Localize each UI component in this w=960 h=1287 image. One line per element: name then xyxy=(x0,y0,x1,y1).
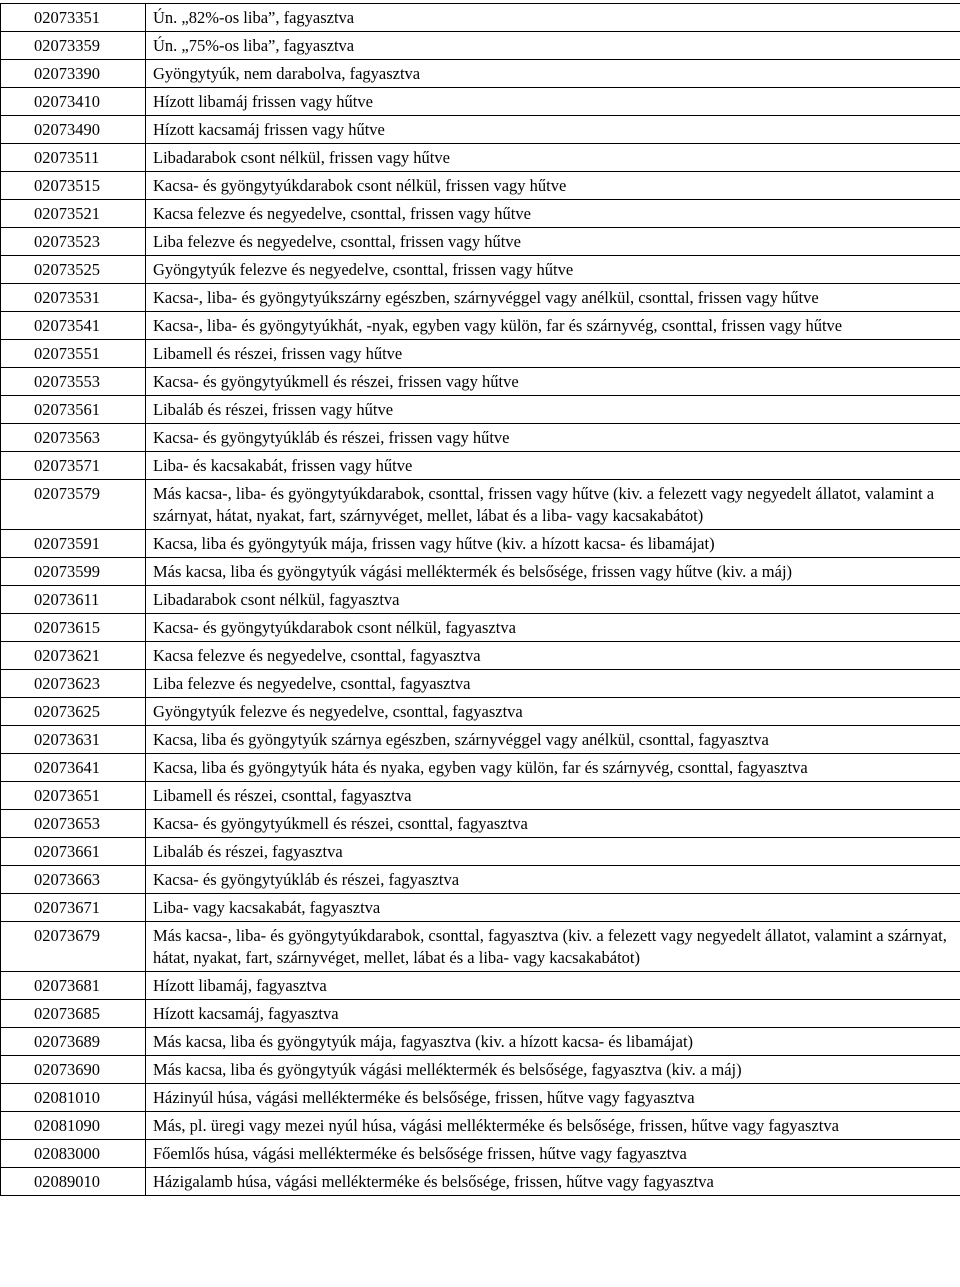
product-code-cell: 02073515 xyxy=(1,172,146,200)
product-description-cell: Más, pl. üregi vagy mezei nyúl húsa, vágási mellékterméke és belsősége, frissen, hűtve vagy fagyasztva xyxy=(146,1112,960,1140)
product-description-cell: Hízott libamáj frissen vagy hűtve xyxy=(146,88,960,116)
product-description-cell: Kacsa, liba és gyöngytyúk háta és nyaka, egyben vagy külön, far és szárnyvég, csonttal, fagyasztva xyxy=(146,754,960,782)
product-code-cell: 02073671 xyxy=(1,894,146,922)
table-row xyxy=(1,972,960,1000)
table-row xyxy=(1,256,960,284)
product-description-cell: Libaláb és részei, fagyasztva xyxy=(146,838,960,866)
product-code-cell: 02073591 xyxy=(1,530,146,558)
product-description-cell: Más kacsa, liba és gyöngytyúk mája, fagyasztva (kiv. a hízott kacsa- és libamájat) xyxy=(146,1028,960,1056)
table-row xyxy=(1,200,960,228)
product-code-cell: 02073690 xyxy=(1,1056,146,1084)
table-row xyxy=(1,782,960,810)
table-row xyxy=(1,60,960,88)
product-code-cell: 02081010 xyxy=(1,1084,146,1112)
product-description-cell: Kacsa-, liba- és gyöngytyúkhát, -nyak, egyben vagy külön, far és szárnyvég, csonttal, frissen vagy hűtve xyxy=(146,312,960,340)
product-description-cell: Liba felezve és negyedelve, csonttal, fagyasztva xyxy=(146,670,960,698)
product-description-cell: Libadarabok csont nélkül, fagyasztva xyxy=(146,586,960,614)
product-code-cell: 02073611 xyxy=(1,586,146,614)
product-code-cell: 02073523 xyxy=(1,228,146,256)
product-code-cell: 02073661 xyxy=(1,838,146,866)
table-row xyxy=(1,1056,960,1084)
product-description-cell: Kacsa- és gyöngytyúkláb és részei, frissen vagy hűtve xyxy=(146,424,960,452)
table-body xyxy=(1,4,960,1196)
product-code-cell: 02073599 xyxy=(1,558,146,586)
table-row xyxy=(1,1140,960,1168)
table-row xyxy=(1,558,960,586)
product-code-cell: 02073359 xyxy=(1,32,146,60)
product-description-cell: Más kacsa-, liba- és gyöngytyúkdarabok, csonttal, frissen vagy hűtve (kiv. a felezett vagy negyedelt állatot, valamint a szárnyat, hátat, nyakat, fart, szárnyvéget, mellet, lábat és a liba- vagy kacsakabátot) xyxy=(146,480,960,530)
table-row xyxy=(1,810,960,838)
product-code-cell: 02073521 xyxy=(1,200,146,228)
product-code-cell: 02073511 xyxy=(1,144,146,172)
product-code-cell: 02073571 xyxy=(1,452,146,480)
table-row xyxy=(1,726,960,754)
product-description-cell: Más kacsa, liba és gyöngytyúk vágási melléktermék és belsősége, frissen vagy hűtve (kiv. a máj) xyxy=(146,558,960,586)
table-row xyxy=(1,530,960,558)
product-description-cell: Kacsa, liba és gyöngytyúk mája, frissen vagy hűtve (kiv. a hízott kacsa- és libamájat) xyxy=(146,530,960,558)
product-description-cell: Főemlős húsa, vágási mellékterméke és belsősége frissen, hűtve vagy fagyasztva xyxy=(146,1140,960,1168)
table-row xyxy=(1,312,960,340)
product-description-cell: Házigalamb húsa, vágási mellékterméke és belsősége, frissen, hűtve vagy fagyasztva xyxy=(146,1168,960,1196)
product-description-cell: Kacsa- és gyöngytyúkdarabok csont nélkül, frissen vagy hűtve xyxy=(146,172,960,200)
product-code-cell: 02073653 xyxy=(1,810,146,838)
table-row xyxy=(1,586,960,614)
product-code-cell: 02073615 xyxy=(1,614,146,642)
product-code-cell: 02073410 xyxy=(1,88,146,116)
table-row xyxy=(1,340,960,368)
table-row xyxy=(1,424,960,452)
table-row xyxy=(1,172,960,200)
product-code-cell: 02073541 xyxy=(1,312,146,340)
table-row xyxy=(1,1028,960,1056)
table-row xyxy=(1,88,960,116)
product-code-cell: 02081090 xyxy=(1,1112,146,1140)
product-code-cell: 02073579 xyxy=(1,480,146,530)
table-row xyxy=(1,228,960,256)
product-description-cell: Más kacsa, liba és gyöngytyúk vágási melléktermék és belsősége, fagyasztva (kiv. a máj) xyxy=(146,1056,960,1084)
product-description-cell: Gyöngytyúk, nem darabolva, fagyasztva xyxy=(146,60,960,88)
table-row xyxy=(1,32,960,60)
product-code-cell: 02073531 xyxy=(1,284,146,312)
product-code-cell: 02073679 xyxy=(1,922,146,972)
product-code-cell: 02073625 xyxy=(1,698,146,726)
product-description-cell: Kacsa- és gyöngytyúkmell és részei, csonttal, fagyasztva xyxy=(146,810,960,838)
product-description-cell: Kacsa-, liba- és gyöngytyúkszárny egészben, szárnyvéggel vagy anélkül, csonttal, frissen vagy hűtve xyxy=(146,284,960,312)
product-code-cell: 02089010 xyxy=(1,1168,146,1196)
product-code-cell: 02073621 xyxy=(1,642,146,670)
product-description-cell: Gyöngytyúk felezve és negyedelve, csonttal, fagyasztva xyxy=(146,698,960,726)
product-description-cell: Kacsa- és gyöngytyúkmell és részei, frissen vagy hűtve xyxy=(146,368,960,396)
product-description-cell: Kacsa- és gyöngytyúkdarabok csont nélkül, fagyasztva xyxy=(146,614,960,642)
product-code-cell: 02073689 xyxy=(1,1028,146,1056)
product-code-cell: 02073623 xyxy=(1,670,146,698)
table-row xyxy=(1,1112,960,1140)
product-description-cell: Libaláb és részei, frissen vagy hűtve xyxy=(146,396,960,424)
product-description-cell: Ún. „82%-os liba”, fagyasztva xyxy=(146,4,960,32)
table-row xyxy=(1,116,960,144)
product-code-cell: 02073563 xyxy=(1,424,146,452)
product-description-cell: Kacsa, liba és gyöngytyúk szárnya egészben, szárnyvéggel vagy anélkül, csonttal, fagyasztva xyxy=(146,726,960,754)
table-row xyxy=(1,642,960,670)
product-code-cell: 02083000 xyxy=(1,1140,146,1168)
product-code-cell: 02073561 xyxy=(1,396,146,424)
table-row xyxy=(1,4,960,32)
product-description-cell: Liba- vagy kacsakabát, fagyasztva xyxy=(146,894,960,922)
table-row xyxy=(1,922,960,972)
product-description-cell: Más kacsa-, liba- és gyöngytyúkdarabok, csonttal, fagyasztva (kiv. a felezett vagy negyedelt állatot, valamint a szárnyat, hátat, nyakat, fart, szárnyvéget, mellet, lábat és a liba- vagy kacsakabátot) xyxy=(146,922,960,972)
product-code-cell: 02073631 xyxy=(1,726,146,754)
product-description-cell: Libadarabok csont nélkül, frissen vagy hűtve xyxy=(146,144,960,172)
product-description-cell: Libamell és részei, frissen vagy hűtve xyxy=(146,340,960,368)
product-code-cell: 02073685 xyxy=(1,1000,146,1028)
product-description-cell: Kacsa felezve és negyedelve, csonttal, fagyasztva xyxy=(146,642,960,670)
table-row xyxy=(1,1084,960,1112)
table-row xyxy=(1,894,960,922)
product-code-cell: 02073553 xyxy=(1,368,146,396)
product-code-cell: 02073663 xyxy=(1,866,146,894)
table-row xyxy=(1,670,960,698)
table-row xyxy=(1,144,960,172)
table-row xyxy=(1,838,960,866)
product-description-cell: Liba felezve és negyedelve, csonttal, frissen vagy hűtve xyxy=(146,228,960,256)
product-code-cell: 02073681 xyxy=(1,972,146,1000)
table-row xyxy=(1,866,960,894)
product-code-table xyxy=(0,3,960,1196)
product-code-cell: 02073525 xyxy=(1,256,146,284)
product-description-cell: Ún. „75%-os liba”, fagyasztva xyxy=(146,32,960,60)
table-row xyxy=(1,284,960,312)
product-code-cell: 02073551 xyxy=(1,340,146,368)
table-row xyxy=(1,698,960,726)
table-row xyxy=(1,452,960,480)
product-code-cell: 02073651 xyxy=(1,782,146,810)
product-description-cell: Liba- és kacsakabát, frissen vagy hűtve xyxy=(146,452,960,480)
product-description-cell: Kacsa- és gyöngytyúkláb és részei, fagyasztva xyxy=(146,866,960,894)
product-code-cell: 02073490 xyxy=(1,116,146,144)
product-description-cell: Hízott kacsamáj frissen vagy hűtve xyxy=(146,116,960,144)
table-row xyxy=(1,480,960,530)
product-code-cell: 02073390 xyxy=(1,60,146,88)
product-description-cell: Hízott kacsamáj, fagyasztva xyxy=(146,1000,960,1028)
product-description-cell: Hízott libamáj, fagyasztva xyxy=(146,972,960,1000)
product-code-cell: 02073641 xyxy=(1,754,146,782)
product-description-cell: Gyöngytyúk felezve és negyedelve, csonttal, frissen vagy hűtve xyxy=(146,256,960,284)
table-row xyxy=(1,368,960,396)
product-description-cell: Libamell és részei, csonttal, fagyasztva xyxy=(146,782,960,810)
product-code-cell: 02073351 xyxy=(1,4,146,32)
table-row xyxy=(1,1000,960,1028)
product-description-cell: Házinyúl húsa, vágási mellékterméke és belsősége, frissen, hűtve vagy fagyasztva xyxy=(146,1084,960,1112)
table-row xyxy=(1,1168,960,1196)
table-row xyxy=(1,396,960,424)
document-page xyxy=(0,3,960,1196)
table-row xyxy=(1,614,960,642)
table-row xyxy=(1,754,960,782)
product-description-cell: Kacsa felezve és negyedelve, csonttal, frissen vagy hűtve xyxy=(146,200,960,228)
